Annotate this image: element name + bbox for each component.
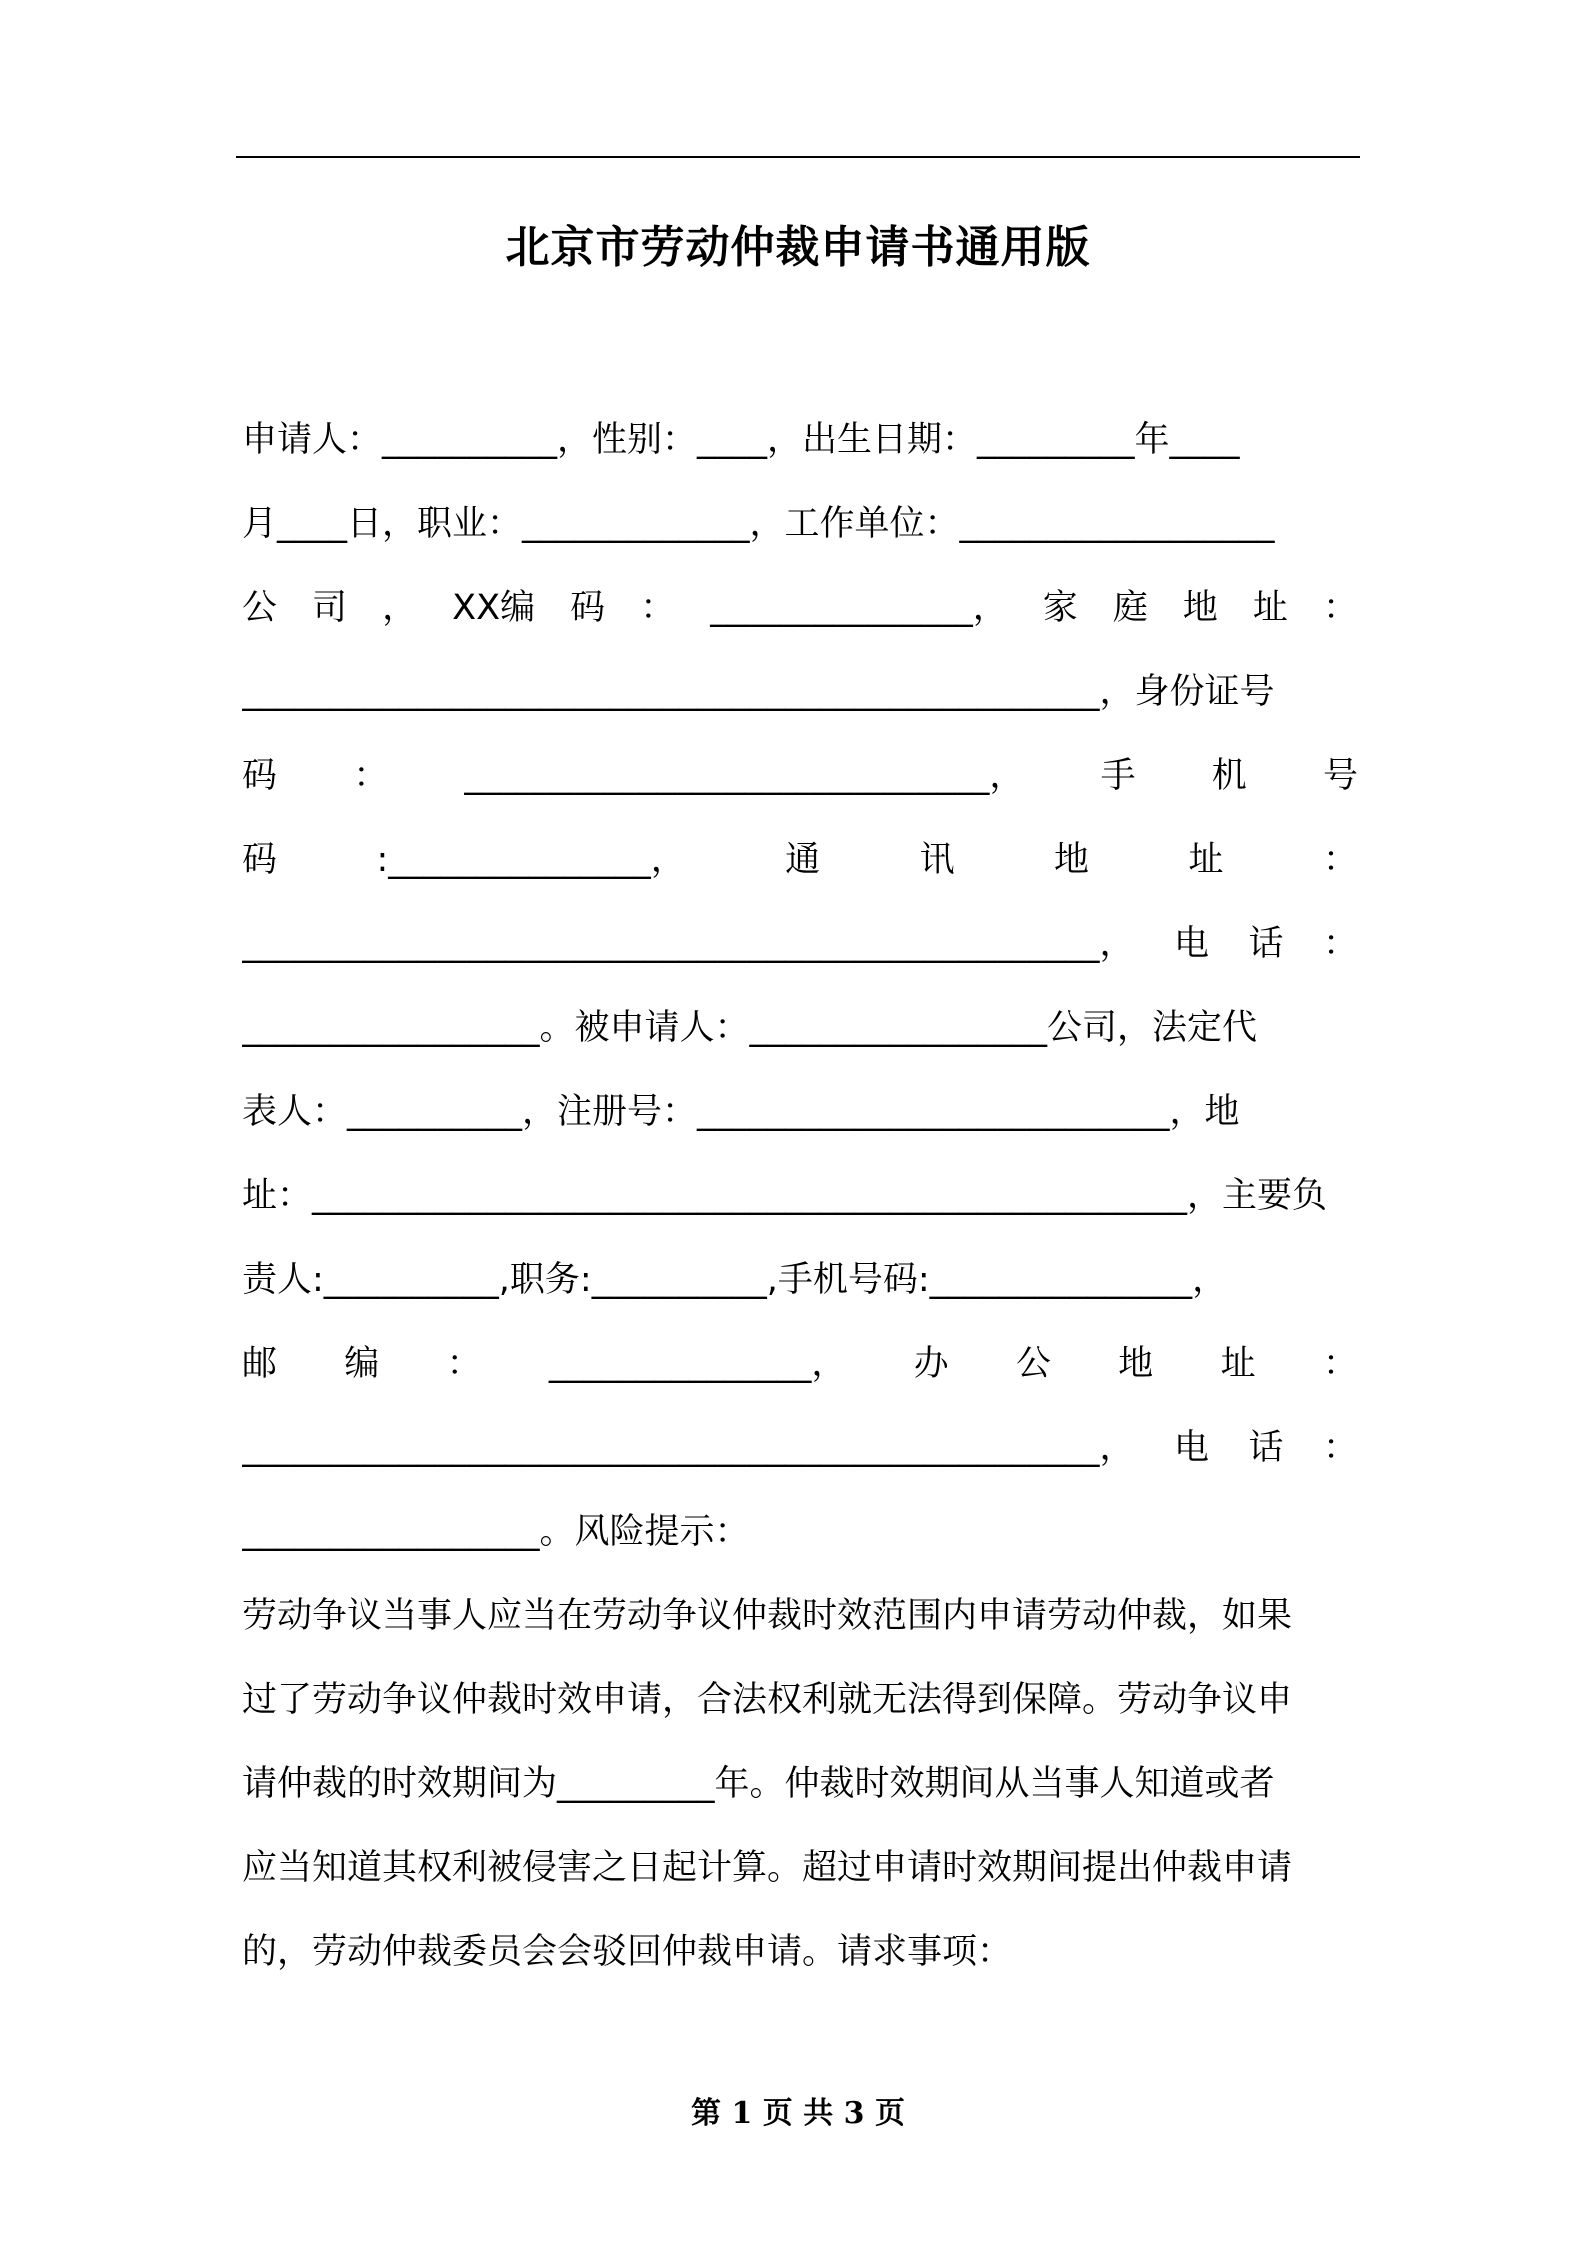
body-line-18: 应当知道其权利被侵害之日起计算。超过申请时效期间提出仲裁申请: [242, 1848, 1293, 1888]
body-line-7: [242, 902, 1358, 986]
body-line-7-part-3: 话: [1248, 924, 1284, 964]
body-line-6-part-2: :_______________，: [376, 840, 686, 880]
body-line-5-part-3: ______________________________，: [464, 756, 1025, 796]
body-line-5-part-1: 码: [242, 756, 278, 796]
body-line-15: 劳动争议当事人应当在劳动争议仲裁时效范围内申请劳动仲裁，如果: [242, 1596, 1293, 1636]
body-line-16: 过了劳动争议仲裁时效申请，合法权利就无法得到保障。劳动争议申: [242, 1680, 1293, 1720]
body-line-13-part-1: _________________________________________________，: [242, 1428, 1135, 1468]
body-line-12-part-1: 邮: [242, 1344, 278, 1384]
body-line-3-part-3: ，: [382, 588, 418, 628]
body-line-19: 的，劳动仲裁委员会会驳回仲裁申请。请求事项：: [242, 1932, 1013, 1972]
body-line-12-part-6: 公: [1015, 1344, 1051, 1384]
body-line-4: _________________________________________________，身份证号: [242, 672, 1275, 712]
body-line-3-part-10: 地: [1182, 588, 1218, 628]
body-line-12-part-5: 办: [913, 1344, 949, 1384]
body-line-3-part-5: 码: [570, 588, 606, 628]
document-body: [242, 398, 1358, 1994]
page-footer: 第 1 页 共 3 页: [691, 2096, 905, 2131]
body-line-12-part-2: 编: [344, 1344, 380, 1384]
body-line-3-part-12: ：: [1322, 588, 1358, 628]
body-line-3-part-7: _______________，: [710, 588, 1008, 628]
body-line-3: [242, 566, 1358, 650]
body-line-3-part-6: ：: [640, 588, 676, 628]
body-line-12-part-7: 地: [1118, 1344, 1154, 1384]
body-line-13-part-4: ：: [1322, 1428, 1358, 1468]
body-line-7-part-2: 电: [1173, 924, 1209, 964]
body-line-2: 月____日，职业：_____________，工作单位：__________________: [242, 504, 1275, 544]
header-rule: [236, 156, 1360, 158]
body-line-12-part-9: ：: [1322, 1344, 1358, 1384]
body-line-1: 申请人：__________，性别：____，出生日期：_________年____: [242, 420, 1240, 460]
document-title: 北京市劳动仲裁申请书通用版: [505, 222, 1091, 273]
body-line-3-part-4: XX编: [452, 588, 536, 628]
body-line-6-part-3: 通: [785, 840, 821, 880]
body-line-3-part-8: 家: [1042, 588, 1078, 628]
body-line-3-part-2: 司: [312, 588, 348, 628]
body-line-11: 责人:__________,职务:__________,手机号码:_______________，: [242, 1260, 1228, 1300]
body-line-3-part-11: 址: [1252, 588, 1288, 628]
body-line-17: 请仲裁的时效期间为_________年。仲裁时效期间从当事人知道或者: [242, 1764, 1275, 1804]
body-line-6-part-1: 码: [242, 840, 278, 880]
body-line-5-part-6: 号: [1322, 756, 1358, 796]
body-line-6-part-5: 地: [1054, 840, 1090, 880]
body-line-5: [242, 734, 1358, 818]
body-line-9: 表人：__________，注册号：___________________________，地: [242, 1092, 1240, 1132]
body-line-13-part-2: 电: [1173, 1428, 1209, 1468]
body-line-3-part-9: 庭: [1112, 588, 1148, 628]
body-line-13-part-3: 话: [1248, 1428, 1284, 1468]
body-line-10: 址：__________________________________________________，主要负: [242, 1176, 1328, 1216]
body-line-6-part-4: 讯: [919, 840, 955, 880]
body-line-12-part-3: ：: [446, 1344, 482, 1384]
body-line-13: [242, 1406, 1358, 1490]
body-line-5-part-4: 手: [1100, 756, 1136, 796]
body-line-6-part-6: 址: [1188, 840, 1224, 880]
body-line-6: [242, 818, 1358, 902]
body-line-12-part-8: 址: [1220, 1344, 1256, 1384]
body-line-8: _________________。被申请人：_________________公司，法定代: [242, 1008, 1258, 1048]
body-line-5-part-5: 机: [1211, 756, 1247, 796]
body-line-12: [242, 1322, 1358, 1406]
body-line-3-part-1: 公: [242, 588, 278, 628]
body-line-12-part-4: _______________，: [548, 1344, 847, 1384]
body-line-5-part-2: ：: [353, 756, 389, 796]
body-line-6-part-7: ：: [1322, 840, 1358, 880]
body-line-14: _________________。风险提示：: [242, 1512, 750, 1552]
body-line-7-part-1: _________________________________________________，: [242, 924, 1135, 964]
body-line-7-part-4: ：: [1322, 924, 1358, 964]
